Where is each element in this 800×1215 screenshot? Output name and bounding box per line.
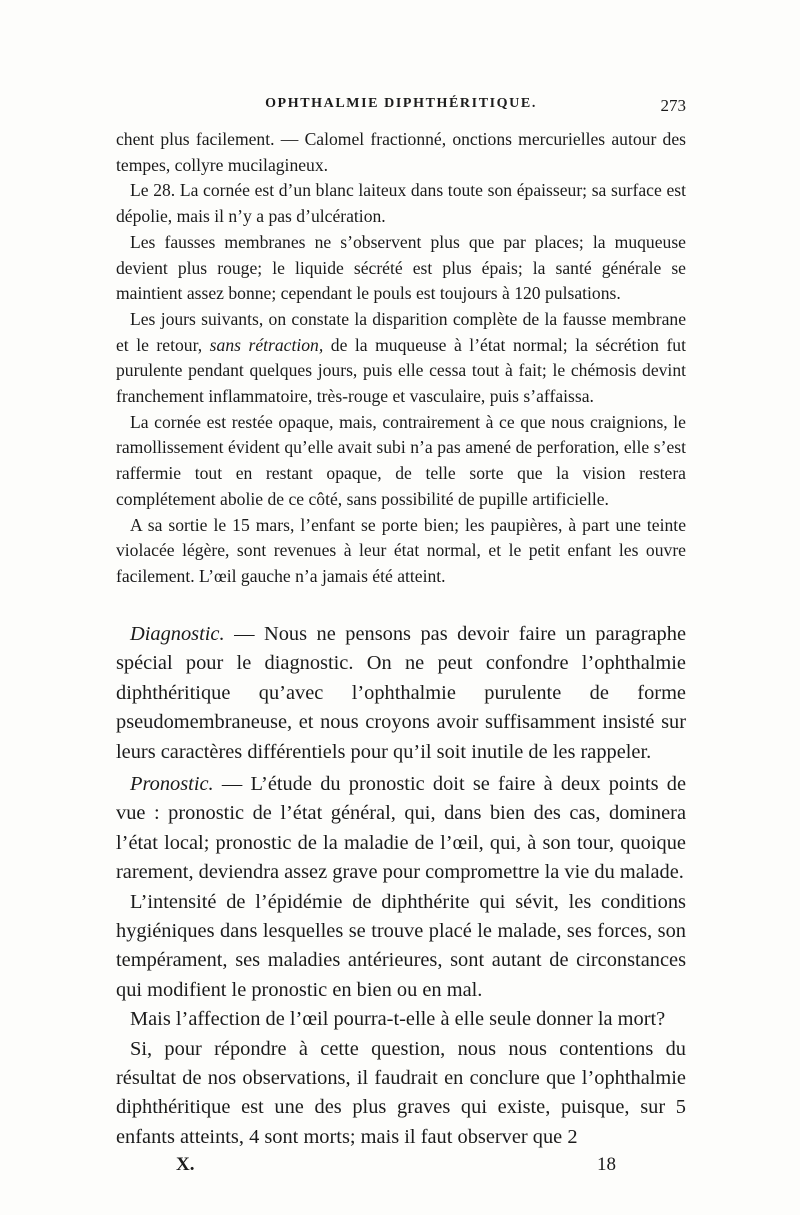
- running-title: OPHTHALMIE DIPHTHÉRITIQUE.: [265, 96, 537, 111]
- pronostic-paragraph: Si, pour répondre à cette question, nous nous contentions du résultat de nos observations, il faudrait en conclure que l’ophthalmie diphthéritique est une des plus graves qui existe, puisque, sur 5 enfants atteints, 4 sont morts; mais il faut observer que 2: [116, 1037, 686, 1148]
- sheet-number: 18: [597, 1154, 616, 1175]
- pronostic-heading: Pronostic.: [130, 773, 214, 795]
- case-paragraph: [116, 230, 686, 307]
- case-paragraph: [116, 410, 686, 513]
- pronostic-paragraph: [116, 770, 686, 888]
- paragraph-text: A sa sortie le 15 mars, l’enfant se porte bien; les paupières, à part une teinte violacée légère, sont revenues à leur état normal, et le petit enfant les ouvre facilement. L’œil gauche n’a jamais été atteint.: [116, 514, 686, 586]
- pronostic-text: — L’étude du pronostic doit se faire à deux points de vue : pronostic de l’état général, qui, dans bien des cas, dominera l’état local; pronostic de la maladie de l’œil, qui, à son tour, quoique rarement, deviendra assez grave pour compromettre la vie du malade.: [116, 773, 686, 884]
- case-paragraph: [116, 513, 686, 590]
- italic-phrase: sans rétraction,: [209, 334, 324, 355]
- diagnostic-heading: Diagnostic.: [130, 623, 225, 645]
- running-head: [116, 96, 686, 120]
- case-paragraph: [116, 127, 686, 178]
- paragraph-text: La cornée est restée opaque, mais, contrairement à ce que nous craignions, le ramollissement évident qu’elle avait subi n’a pas amené de perforation, elle s’est raffermie tout en restant opaque, de telle sorte que la vision restera complétement abolie de ce côté, sans possibilité de pupille artificielle.: [116, 411, 686, 509]
- pronostic-paragraph: L’intensité de l’épidémie de diphthérite qui sévit, les conditions hygiéniques dans lesquelles se trouve placé le malade, ses forces, son tempérament, ses maladies antérieures, sont autant de circonstances qui modifient le pronostic en bien ou en mal.: [116, 890, 686, 1001]
- diagnostic-paragraph: [116, 620, 686, 767]
- paragraph-text: Le 28. La cornée est d’un blanc laiteux dans toute son épaisseur; sa surface est dépolie, mais il n’y a pas d’ulcération.: [116, 180, 686, 227]
- case-paragraph: [116, 178, 686, 229]
- diagnostic-section: [116, 620, 686, 767]
- paragraph-text: Les jours suivants, on constate la disparition complète de la fausse membrane et le retour,: [116, 308, 686, 355]
- diagnostic-text: — Nous ne pensons pas devoir faire un paragraphe spécial pour le diagnostic. On ne peut confondre l’ophthalmie diphthéritique qu’avec l’ophthalmie purulente de forme pseudomembraneuse, et nous croyons avoir suffisamment insisté sur leurs caractères différentiels pour qu’il soit inutile de les rappeler.: [116, 623, 686, 763]
- page-footer: [116, 1154, 686, 1184]
- pronostic-paragraph: Mais l’affection de l’œil pourra-t-elle à elle seule donner la mort?: [130, 1008, 666, 1031]
- paragraph-text: de la muqueuse à l’état normal; la sécrétion fut purulente pendant quelques jours, puis elle cessa tout à fait; le chémosis devint franchement inflammatoire, très-rouge et vasculaire, puis s’affaissa.: [116, 334, 686, 407]
- paragraph-text: Les fausses membranes ne s’observent plus que par places; la muqueuse devient plus rouge; le liquide sécrété est plus épais; la santé générale se maintient assez bonne; cependant le pouls est toujours à 120 pulsations.: [116, 231, 686, 304]
- page-number: 273: [660, 96, 686, 115]
- pronostic-section: [116, 770, 686, 1152]
- paragraph-text: chent plus facilement. — Calomel fractionné, onctions mercurielles autour des tempes, collyre mucilagineux.: [116, 129, 686, 175]
- case-report: [116, 127, 686, 590]
- case-paragraph: [116, 307, 686, 410]
- signature-mark: X.: [176, 1154, 195, 1175]
